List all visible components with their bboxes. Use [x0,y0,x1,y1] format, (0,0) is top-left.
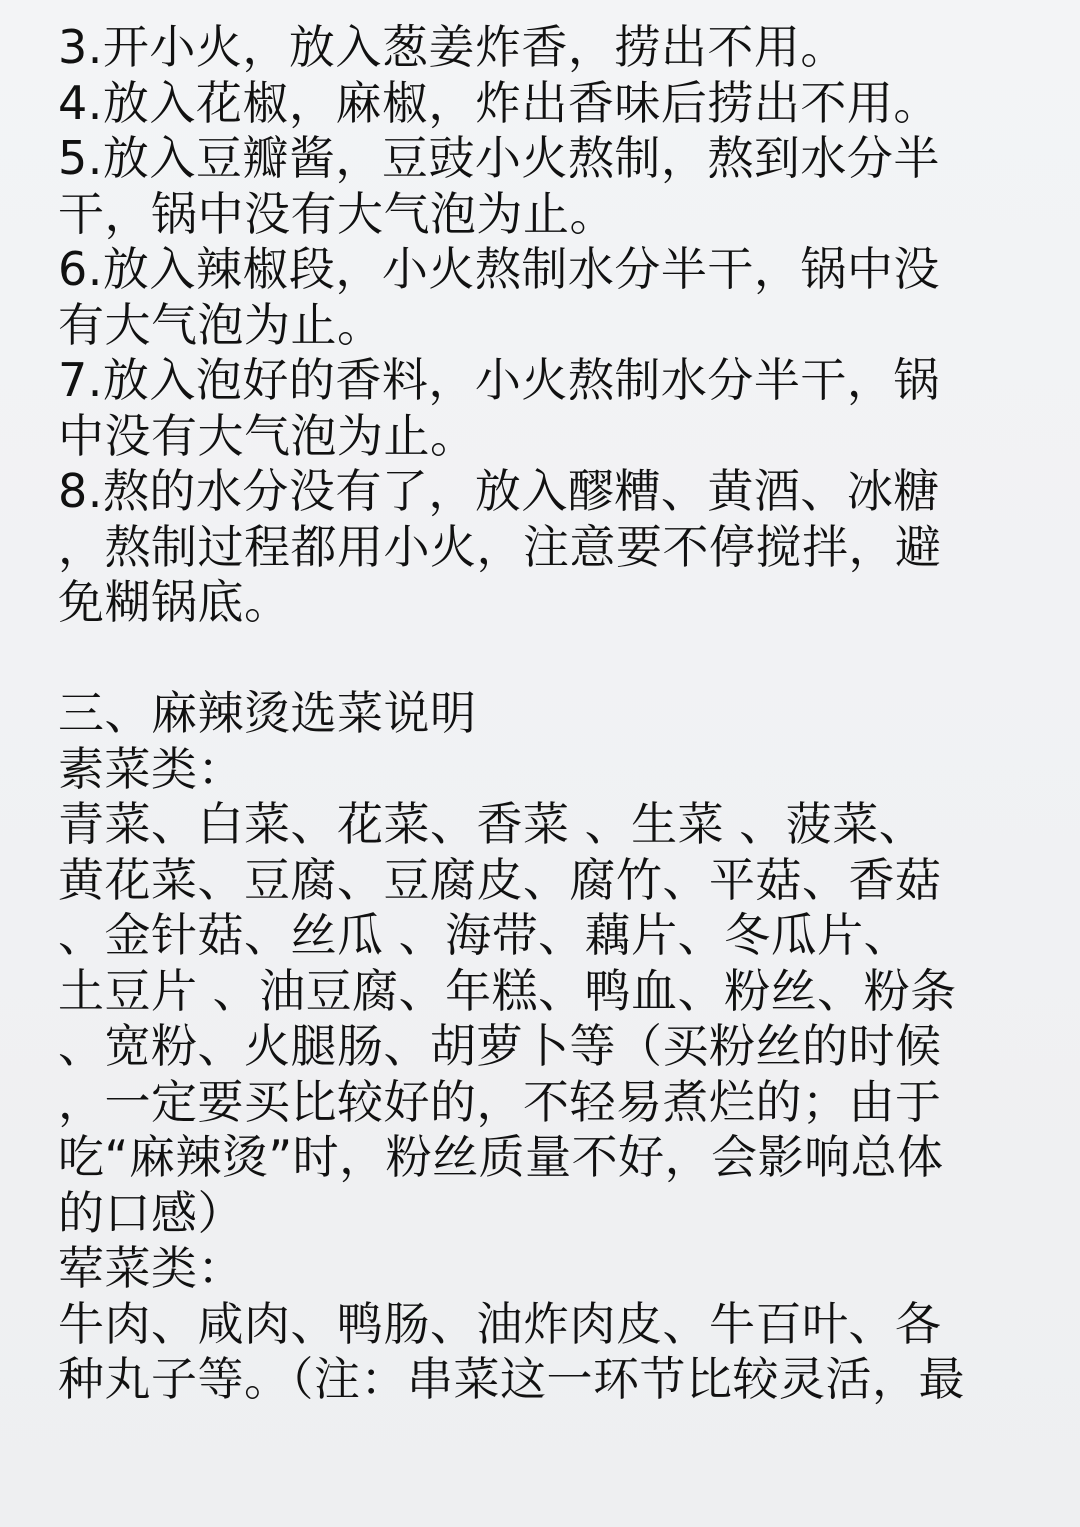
veg-line-3: 、金针菇、丝瓜 、海带、藕片、冬瓜片、 [58,908,911,962]
step-8-line-2: ，熬制过程都用小火，注意要不停搅拌，避 [58,519,942,574]
meat-line-2: 种丸子等。（注：串菜这一环节比较灵活，最 [58,1352,965,1406]
selection-section [58,686,1022,1408]
step-6-line-1: 6.放入辣椒段，小火熬制水分半干，锅中没 [58,242,940,296]
step-4-line-1: 4.放入花椒，麻椒，炸出香味后捞出不用。 [58,75,940,130]
section-heading: 三、麻辣烫选菜说明 [58,686,477,740]
step-5-line-1: 5.放入豆瓣酱，豆豉小火熬制，熬到水分半 [58,131,940,185]
step-5-line-2: 干，锅中没有大气泡为止。 [58,186,616,241]
step-8-line-3: 免糊锅底。 [58,575,291,629]
veg-line-7: 吃“麻辣烫”时，粉丝质量不好，会影响总体 [58,1130,944,1184]
veg-line-4: 土豆片 、油豆腐、年糕、鸭血、粉丝、粉条 [58,963,957,1018]
veg-line-8: 的口感） [58,1185,244,1240]
step-7-line-2: 中没有大气泡为止。 [58,408,477,463]
veg-line-6: ，一定要买比较好的，不轻易煮烂的；由于 [58,1074,942,1129]
step-7-line-1: 7.放入泡好的香料，小火熬制水分半干，锅 [58,353,940,407]
veg-label: 素菜类： [58,741,244,796]
step-3-line-1: 3.开小火，放入葱姜炸香，捞出不用。 [58,20,847,74]
meat-line-1: 牛肉、咸肉、鸭肠、油炸肉皮、牛百叶、各 [58,1296,942,1351]
blank-line [58,631,1022,687]
veg-line-2: 黄花菜、豆腐、豆腐皮、腐竹、平菇、香菇 [58,852,942,907]
veg-line-1: 青菜、白菜、花菜、香菜 、生菜 、菠菜、 [58,797,926,851]
step-6-line-2: 有大气泡为止。 [58,297,384,352]
step-8-line-1: 8.熬的水分没有了，放入醪糟、黄酒、冰糖 [58,464,940,518]
steps-list [58,20,1022,631]
meat-label: 荤菜类： [58,1241,244,1295]
veg-line-5: 、宽粉、火腿肠、胡萝卜等（买粉丝的时候 [58,1019,942,1073]
